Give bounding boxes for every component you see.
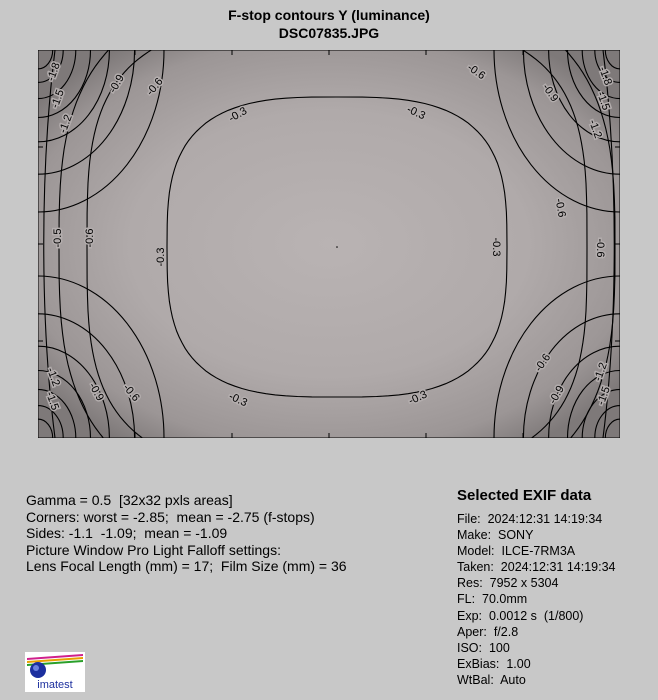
exif-row: [457, 575, 615, 591]
contour-label: -0.9: [546, 383, 567, 407]
imatest-logo: [25, 652, 85, 692]
exif-label: ExBias:: [457, 656, 500, 671]
contour-label: -0.3: [226, 390, 250, 410]
contour-label: -1.2: [586, 118, 604, 140]
summary-line: Corners: worst = -2.85; mean = -2.75 (f-stops): [26, 508, 315, 525]
exif-row: [457, 527, 615, 543]
summary-block: [26, 492, 347, 575]
contour-label: -1.5: [43, 390, 61, 412]
exif-row: [457, 608, 615, 624]
contour-label: -0.9: [106, 72, 127, 96]
exif-label: Model:: [457, 544, 495, 559]
contour-label: -1.5: [49, 88, 67, 110]
contour-label: -0.6: [464, 61, 488, 83]
chart-title: F-stop contours Y (luminance): [228, 7, 430, 23]
summary-line: Lens Focal Length (mm) = 17; Film Size (mm) = 36: [26, 558, 347, 574]
exif-value: 7952 x 5304: [482, 576, 559, 591]
exif-row: [457, 656, 615, 672]
exif-row: [457, 559, 615, 575]
exif-label: FL:: [457, 592, 476, 607]
contour-label: -0.3: [404, 103, 428, 123]
contour-label: -1.5: [595, 385, 613, 407]
exif-row: [457, 543, 615, 559]
side-contour-label: -0.5: [51, 228, 64, 248]
contour-label: -1.8: [596, 65, 614, 87]
exif-row: [457, 511, 615, 527]
exif-label: File:: [457, 512, 481, 526]
exif-value: Auto: [493, 672, 526, 687]
exif-value: 100: [482, 640, 510, 655]
summary-line: Sides: -1.1 -1.09; mean = -1.09: [26, 525, 228, 541]
exif-label: Res:: [457, 576, 483, 591]
exif-list: [457, 511, 615, 688]
contour-label: -1.2: [592, 361, 610, 383]
summary-line: Gamma = 0.5 [32x32 pxls areas]: [26, 492, 233, 508]
exif-label: Make:: [457, 528, 492, 543]
exif-value: 0.0012 s (1/800): [482, 608, 584, 623]
contour-label: -0.3: [226, 104, 250, 125]
center-point: [336, 246, 338, 248]
exif-title: Selected EXIF data: [457, 487, 592, 504]
side-contour-label: -0.6: [594, 238, 607, 258]
logo-text: imatest: [37, 679, 73, 691]
contour-label: -1.2: [57, 113, 75, 135]
contour-label: -1.8: [45, 61, 63, 83]
contour-label: -0.6: [144, 75, 166, 99]
contour-label: -1.2: [44, 366, 62, 388]
exif-row: [457, 672, 615, 688]
exif-value: 2024:12:31 14:19:34: [493, 560, 616, 575]
exif-value: ILCE-7RM3A: [494, 544, 576, 559]
chart-subtitle: DSC07835.JPG: [278, 25, 380, 41]
exif-value: 2024:12:31 14:19:34: [480, 512, 603, 526]
exif-row: [457, 640, 615, 656]
exif-value: 1.00: [499, 656, 531, 671]
exif-label: ISO:: [457, 640, 483, 655]
summary-line: Picture Window Pro Light Falloff settings:: [26, 541, 281, 558]
exif-value: f/2.8: [486, 624, 519, 639]
contour-label: -1.5: [594, 90, 612, 112]
contour-label: -0.9: [539, 81, 561, 105]
contour-label: -0.3: [406, 388, 430, 408]
exif-value: 70.0mm: [475, 592, 528, 607]
exif-row: [457, 624, 615, 640]
contour-label: -0.9: [86, 380, 107, 404]
exif-row: [457, 591, 615, 607]
exif-label: Exp:: [457, 608, 483, 623]
exif-label: WtBal:: [457, 672, 494, 687]
contour-label: -0.6: [552, 197, 568, 219]
plot-background: [38, 50, 620, 438]
contour-label: -0.3: [490, 237, 503, 257]
contour-label: -0.6: [83, 228, 96, 248]
contour-plot: [38, 50, 620, 438]
contour-label: -0.3: [154, 247, 167, 267]
exif-value: SONY: [491, 528, 534, 543]
exif-label: Aper:: [457, 624, 487, 639]
exif-label: Taken:: [457, 560, 494, 575]
contour-label: -0.6: [120, 381, 142, 405]
contour-label: -0.6: [532, 351, 554, 375]
